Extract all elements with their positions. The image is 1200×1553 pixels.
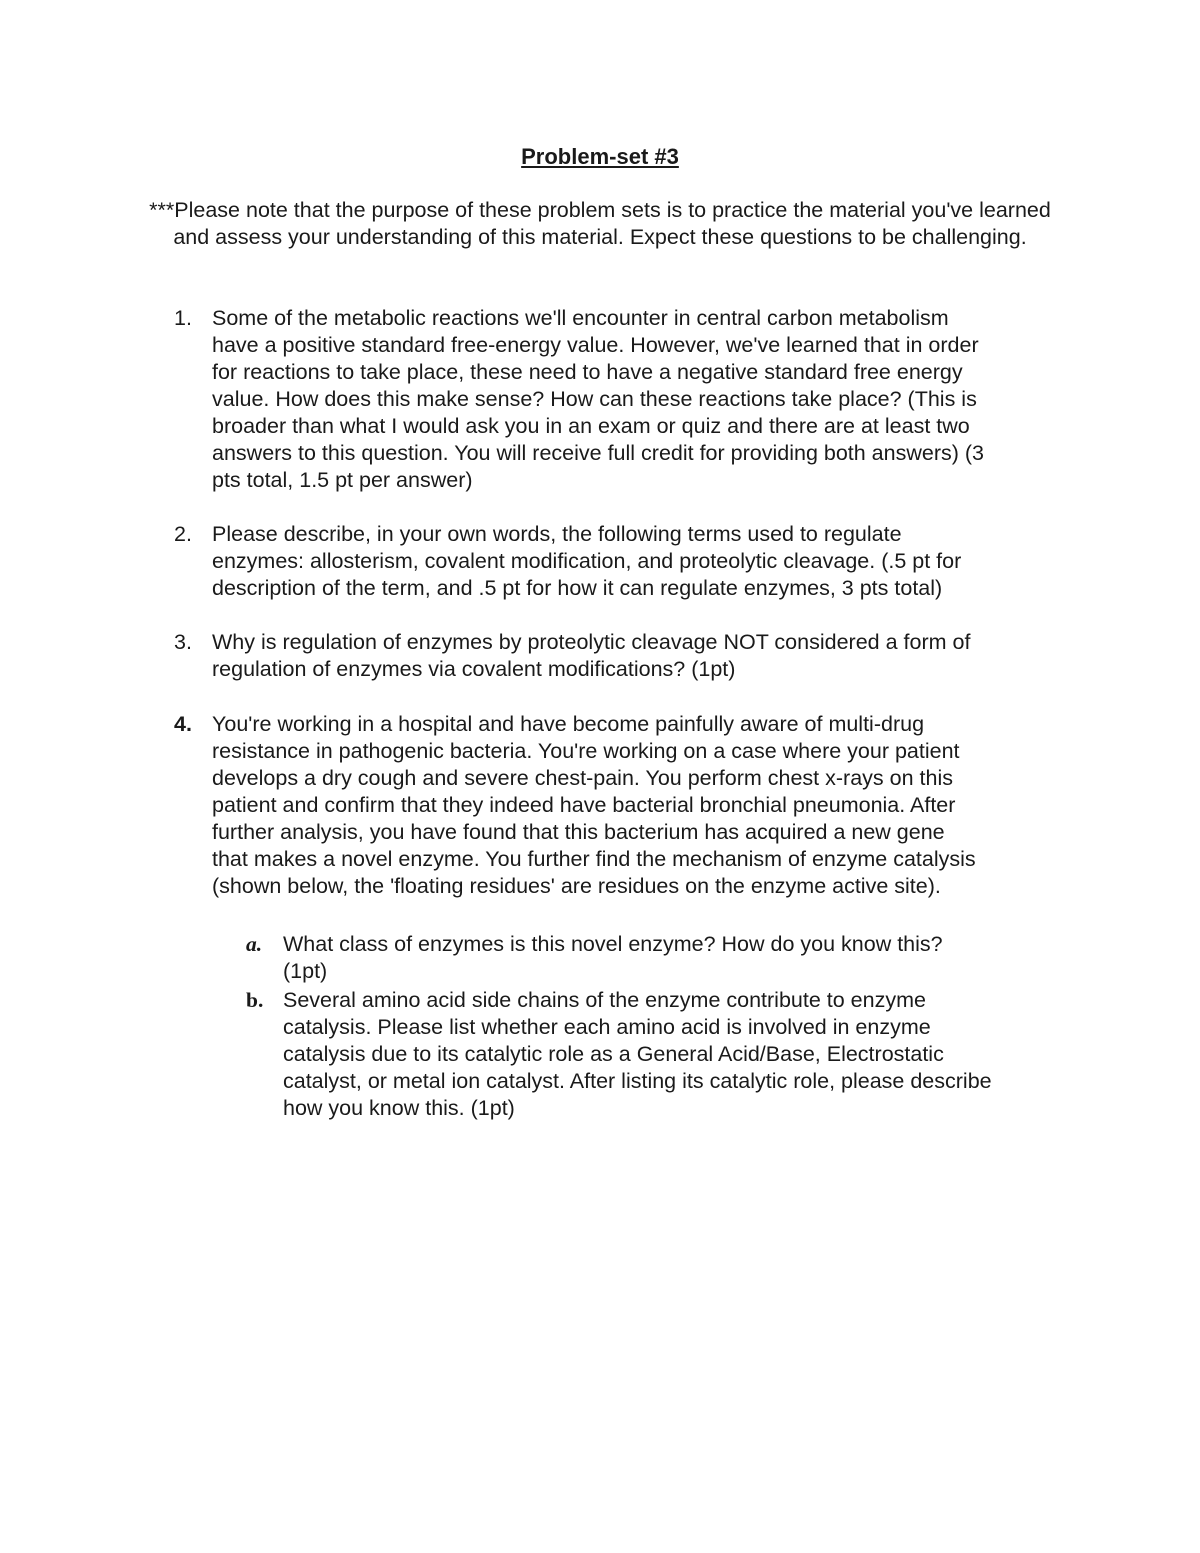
question-number: 2.: [174, 522, 192, 546]
subquestion-text: Several amino acid side chains of the enzyme contribute to enzyme catalysis. Please list whether each amino acid is involved in enzyme catalysis due to its catalytic role as a General Acid/Base, Electrostatic catalyst, or metal ion catalyst. After listing its catalytic role, please describe how you know this. (1pt): [283, 988, 992, 1120]
question-text: Please describe, in your own words, the following terms used to regulate enzymes: allosterism, covalent modification, and proteolytic cleavage. (.5 pt for description of the term, and .5 pt for how it can regulate enzymes, 3 pts total): [212, 522, 962, 600]
question-text: Some of the metabolic reactions we'll encounter in central carbon metabolism have a positive standard free-energy value. However, we've learned that in order for reactions to take place, these need to have a negative standard free energy value. How does this make sense? How can these reactions take place? (This is broader than what I would ask you in an exam or quiz and there are at least two answers to this question. You will receive full credit for providing both answers) (3 pts total, 1.5 pt per answer): [212, 306, 984, 492]
subquestion-letter: a.: [246, 932, 263, 956]
question-text: Why is regulation of enzymes by proteolytic cleavage NOT considered a form of regulation of enzymes via covalent modifications? (1pt): [212, 630, 971, 681]
question-number: 4.: [174, 712, 192, 736]
page-title: Problem-set #3: [521, 144, 679, 169]
question-text: You're working in a hospital and have become painfully aware of multi-drug resistance in pathogenic bacteria. You're working on a case where your patient develops a dry cough and severe chest-pain. You perform chest x-rays on this patient and confirm that they indeed have bacterial bronchial pneumonia. After further analysis, you have found that this bacterium has acquired a new gene that makes a novel enzyme. You further find the mechanism of enzyme catalysis (shown below, the 'floating residues' are residues on the enzyme active site).: [212, 712, 976, 898]
question-number: 1.: [174, 306, 192, 330]
question-number: 3.: [174, 630, 192, 654]
intro-note: ***Please note that the purpose of these problem sets is to practice the material you've learned and assess your understanding of this material. Expect these questions to be challenging.: [149, 198, 1051, 249]
subquestion-letter: b.: [246, 988, 264, 1012]
subquestion-text: What class of enzymes is this novel enzyme? How do you know this? (1pt): [283, 932, 943, 983]
